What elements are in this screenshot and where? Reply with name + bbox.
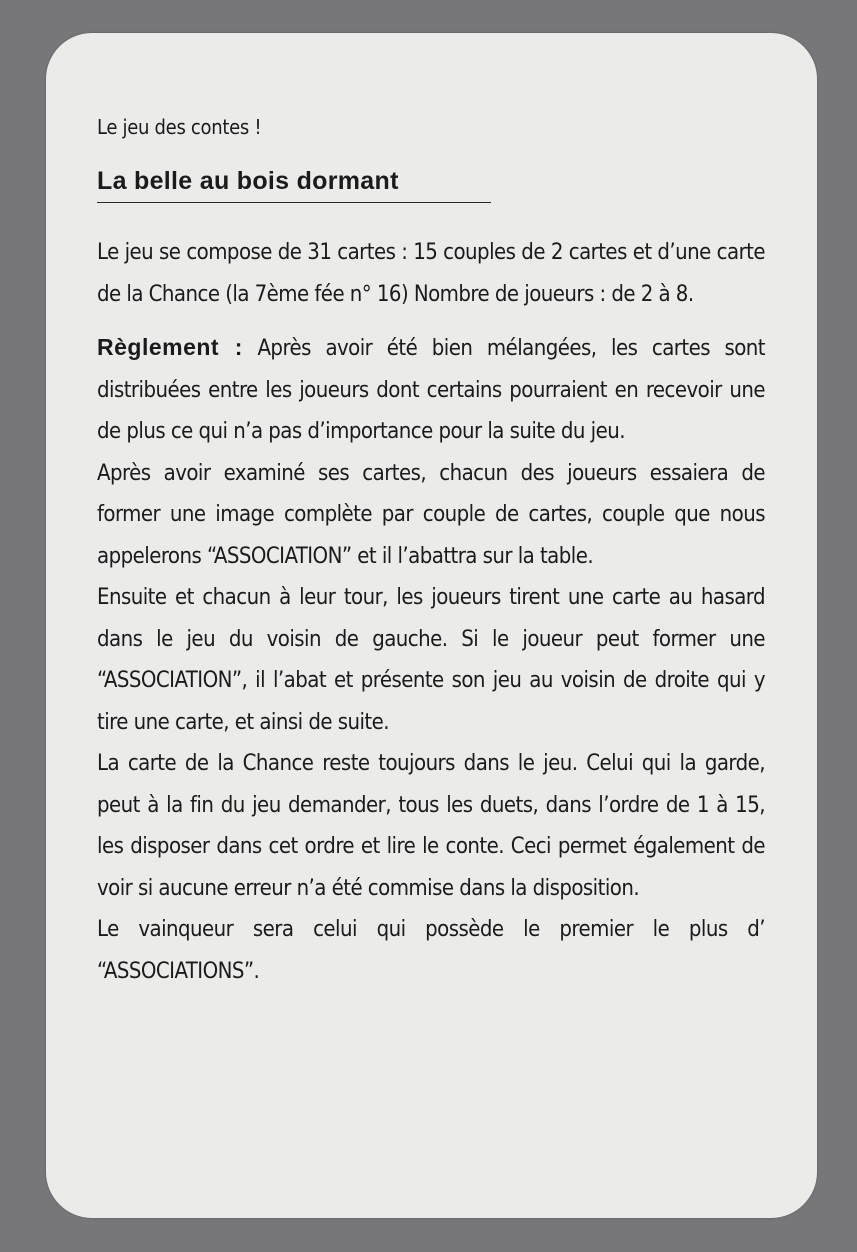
rules-label: Règlement : bbox=[97, 334, 243, 360]
card-subtitle: Le jeu des contes ! bbox=[97, 115, 262, 139]
paragraph-2: Après avoir examiné ses cartes, chacun des joueurs essaiera de former une image complète par couple de cartes, couple que nous appelerons “ASSOCIATION” et il l’abattra sur la table. bbox=[97, 460, 765, 569]
card-content bbox=[97, 113, 765, 992]
paragraph-4: La carte de la Chance reste toujours dans le jeu. Celui qui la garde, peut à la fin du jeu demander, tous les duets, dans l’ordre de 1 à 15, les disposer dans cet ordre et lire le conte. Ceci permet également de voir si aucune erreur n’a été commise dans la disposition. bbox=[97, 751, 765, 901]
card-title: La belle au bois dormant bbox=[97, 165, 491, 203]
rules-text: Après avoir été bien mélangées, les cartes sont distribuées entre les joueurs dont certains pourraient en recevoir une de plus ce qui n’a pas d’importance pour la suite du jeu. bbox=[97, 336, 766, 444]
paragraph-3: Ensuite et chacun à leur tour, les joueurs tirent une carte au hasard dans le jeu du voisin de gauche. Si le joueur peut former une “ASSOCIATION”, il l’abat et présente son jeu au voisin de droite qui y tire une carte, et ainsi de suite. bbox=[97, 585, 765, 735]
intro-paragraph: Le jeu se compose de 31 cartes : 15 couples de 2 cartes et d’une carte de la Chance (la 7ème fée n° 16) Nombre de joueurs : de 2 à 8. bbox=[97, 240, 765, 307]
rules-card bbox=[46, 33, 817, 1218]
paragraph-5: Le vainqueur sera celui qui possède le premier le plus d’ “ASSOCIATIONS”. bbox=[97, 917, 765, 984]
rules-paragraph bbox=[97, 327, 765, 453]
